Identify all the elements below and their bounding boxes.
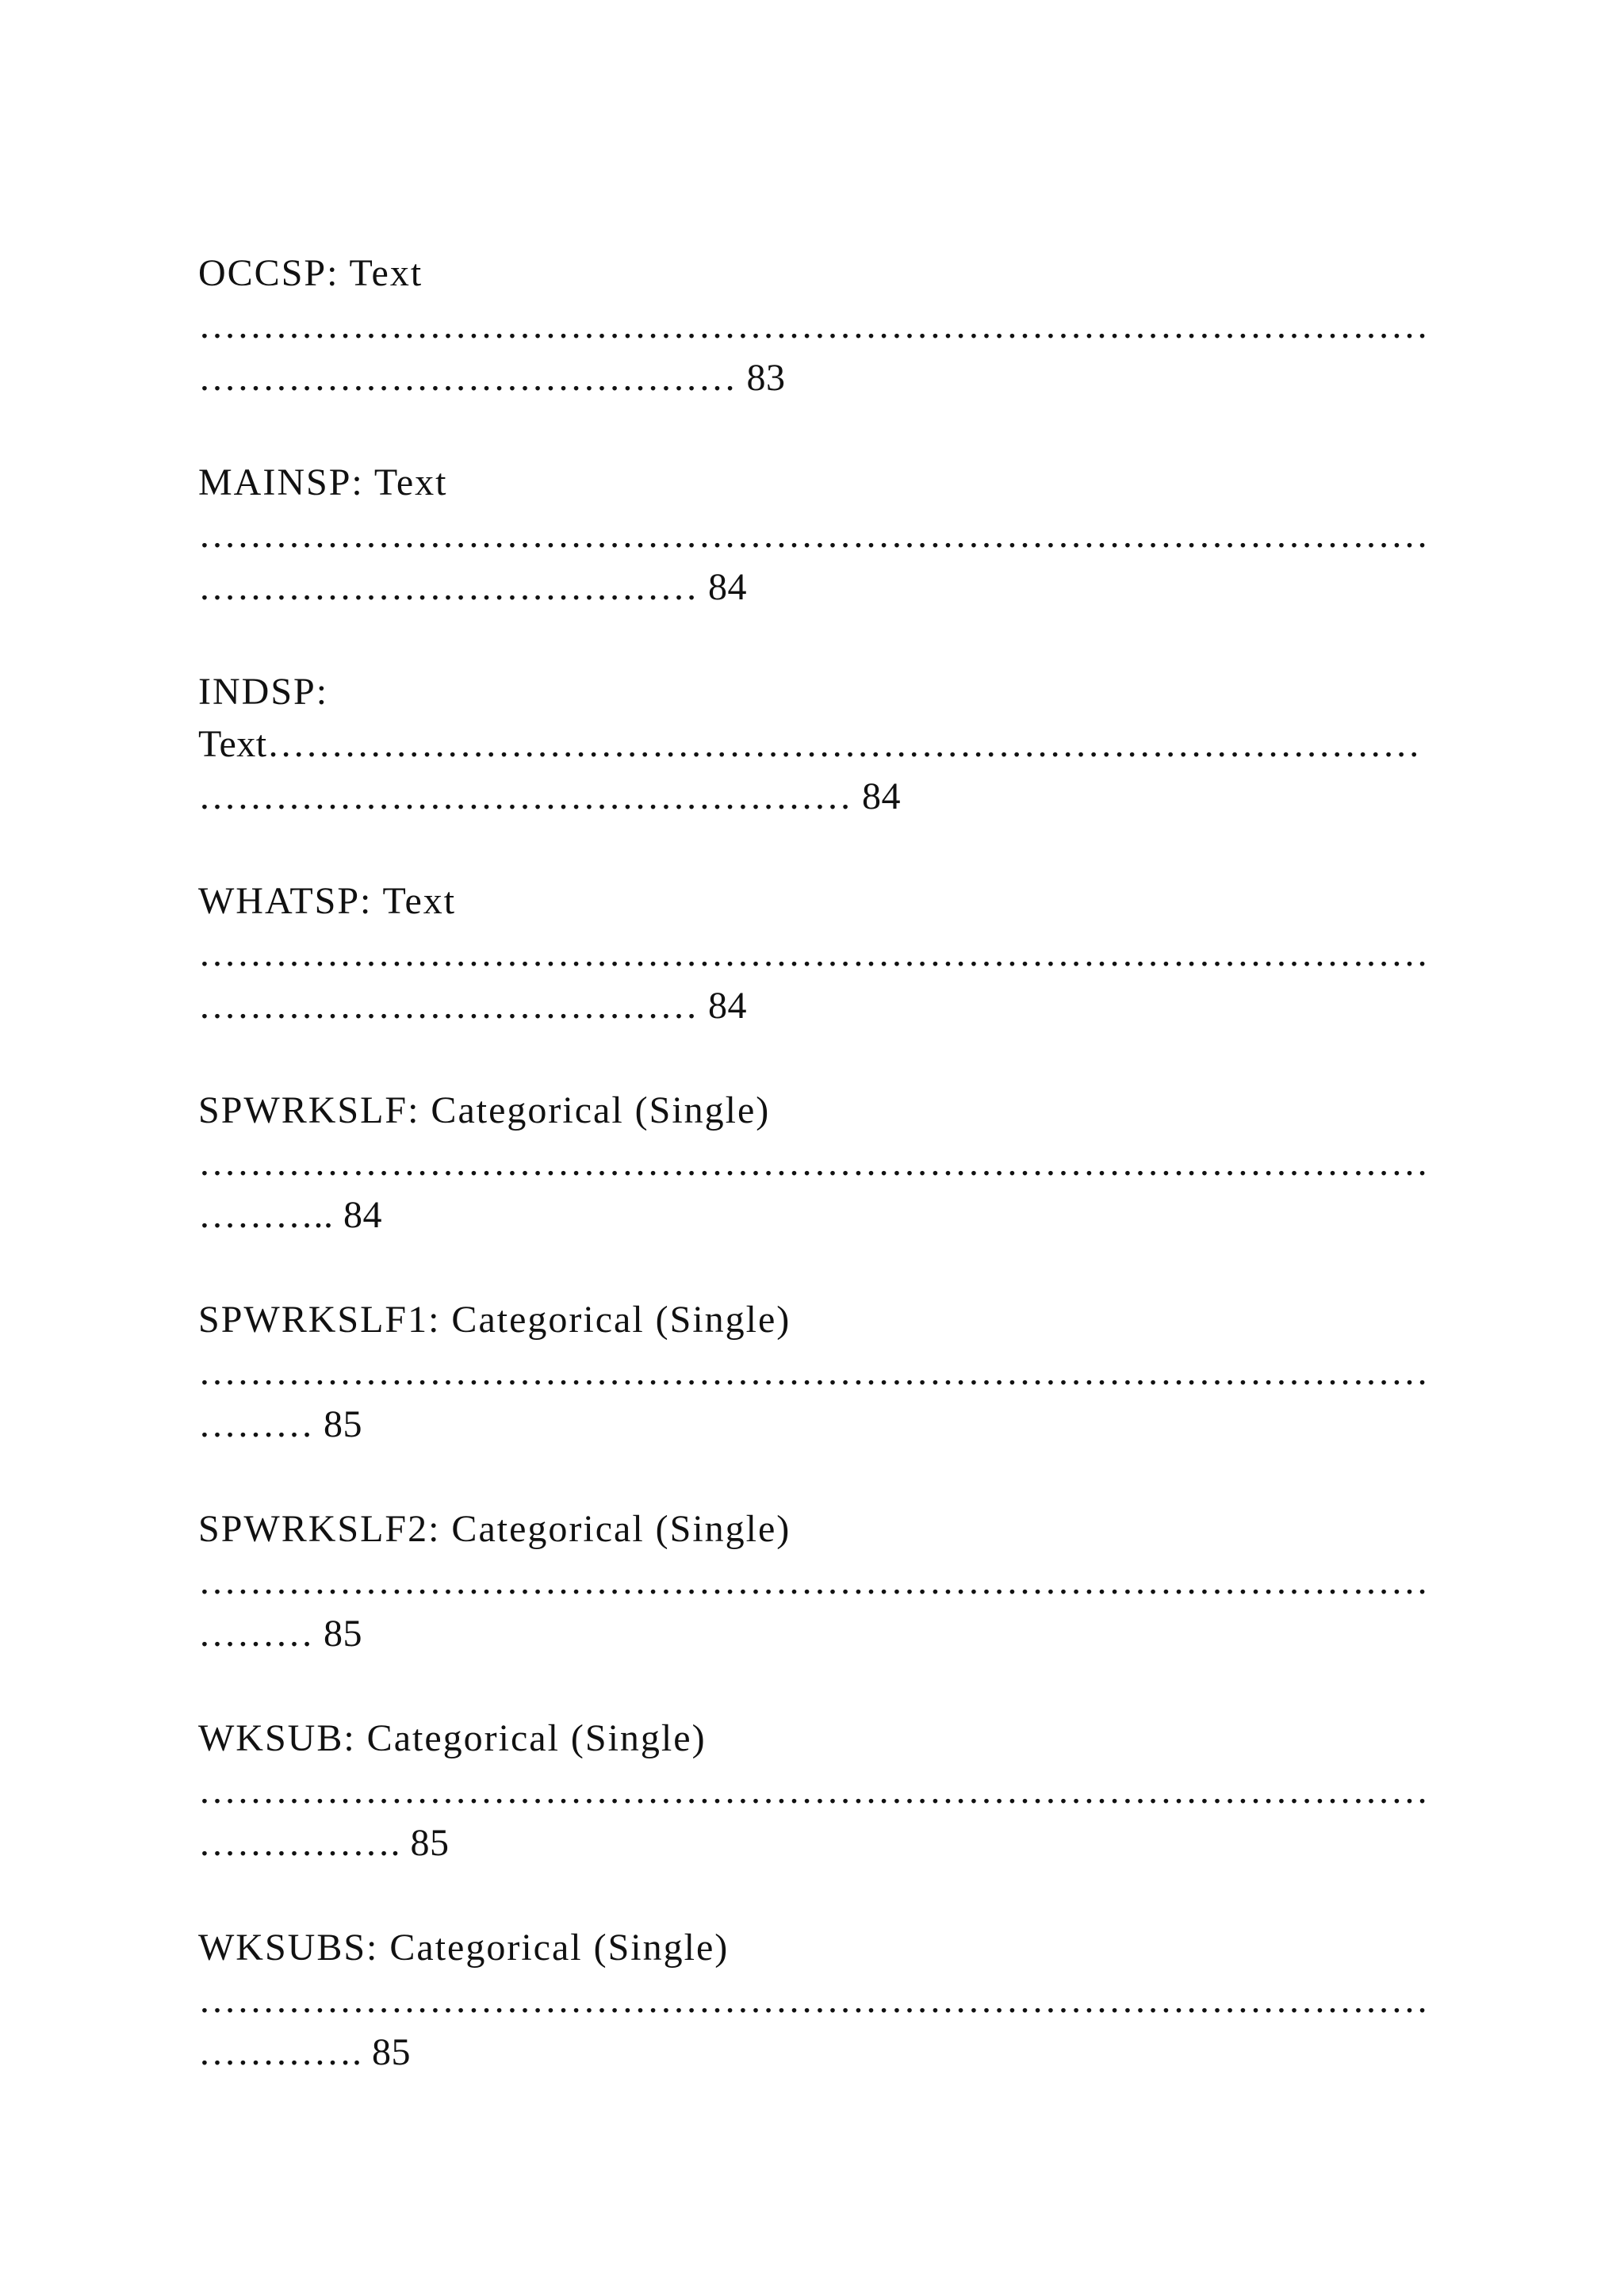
toc-leader-page-number: ………………………………… 84: [198, 566, 747, 608]
toc-entry-indsp: [198, 666, 1435, 875]
toc-entry-wksubs: [198, 1922, 1435, 2131]
toc-leader-dots: ……………………………………………………………………………………: [198, 1560, 1429, 1602]
toc-leader-dots: ……………………………………………………………………………………: [198, 514, 1429, 556]
toc-leader-dots: ……………………………………………………………………………………: [198, 1351, 1429, 1393]
toc-leader-page-number: ……………. 85: [198, 1822, 450, 1864]
toc-entry-title: SPWRKSLF: Categorical (Single): [198, 1089, 771, 1131]
toc-entry-wksub: [198, 1712, 1435, 1922]
toc-entry-title: OCCSP: Text: [198, 252, 423, 294]
table-of-contents: [198, 247, 1435, 2131]
toc-leader-page-number: ……… 85: [198, 1403, 362, 1445]
toc-leader-dots: ……………………………………………………………………………………: [198, 304, 1429, 346]
toc-entry-title: SPWRKSLF2: Categorical (Single): [198, 1508, 791, 1550]
toc-entry-spwrkslf2: [198, 1503, 1435, 1712]
toc-entry-mainsp: [198, 457, 1435, 666]
toc-entry-title: WKSUBS: Categorical (Single): [198, 1927, 730, 1969]
toc-entry-title: WKSUB: Categorical (Single): [198, 1717, 707, 1759]
toc-entry-title: WHATSP: Text: [198, 880, 457, 922]
toc-leader-page-number: ……… 85: [198, 1613, 362, 1655]
toc-leader-page-number: …………………………………… 83: [198, 357, 786, 399]
toc-leader-page-number: ……….. 84: [198, 1194, 382, 1236]
toc-entry-whatsp: [198, 875, 1435, 1085]
toc-leader-dots: ……………………………………………………………………………………: [198, 932, 1429, 974]
toc-leader-page-number: ………………………………… 84: [198, 985, 747, 1027]
toc-leader-dots: Text………………………………………………………………………………: [198, 723, 1421, 765]
toc-entry-spwrkslf: [198, 1085, 1435, 1294]
toc-entry-spwrkslf1: [198, 1294, 1435, 1503]
toc-leader-page-number: …………. 85: [198, 2031, 411, 2073]
toc-leader-dots: ……………………………………………………………………………………: [198, 1142, 1429, 1184]
toc-leader-page-number: …………………………………………… 84: [198, 775, 901, 817]
toc-leader-dots: ……………………………………………………………………………………: [198, 1979, 1429, 2021]
toc-leader-dots: ……………………………………………………………………………………: [198, 1770, 1429, 1812]
toc-entry-title: SPWRKSLF1: Categorical (Single): [198, 1299, 791, 1341]
toc-entry-title: MAINSP: Text: [198, 461, 448, 503]
toc-entry-title: INDSP:: [198, 671, 329, 713]
toc-entry-occsp: [198, 247, 1435, 457]
